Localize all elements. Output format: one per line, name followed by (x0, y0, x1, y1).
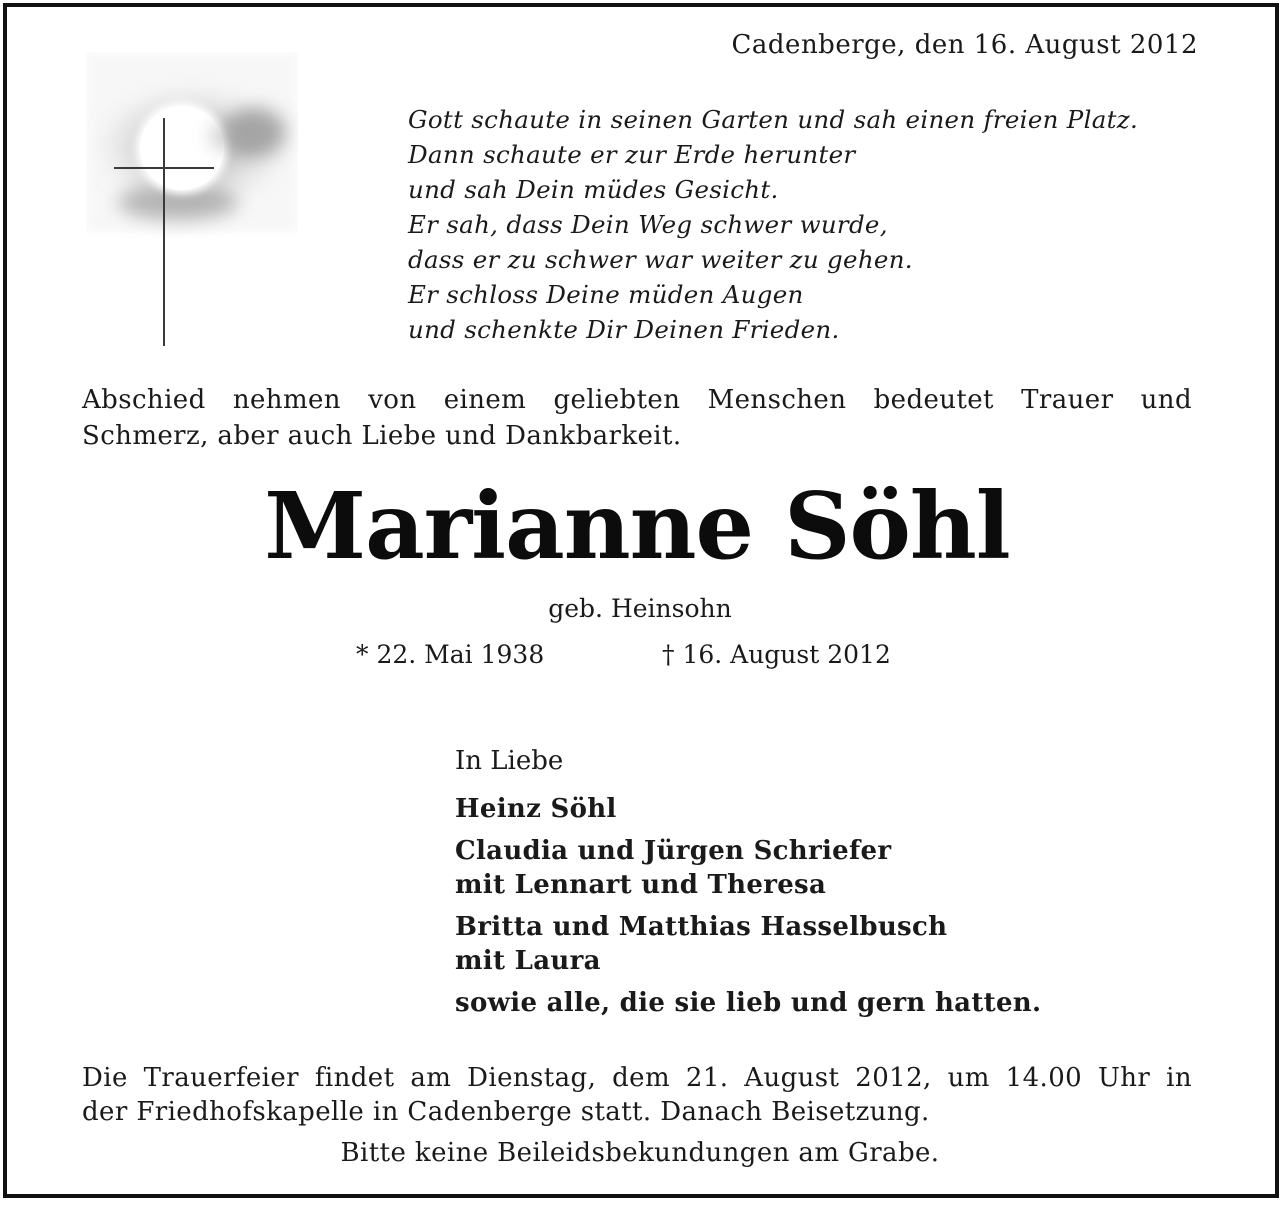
mourner-line: mit Laura (455, 946, 601, 976)
mourner-group (455, 986, 1041, 1020)
poem-line: und schenkte Dir Deinen Frieden. (408, 315, 840, 344)
birth-date: * 22. Mai 1938 (356, 640, 545, 669)
maiden-name: geb. Heinsohn (548, 594, 732, 623)
place-date: Cadenberge, den 16. August 2012 (731, 30, 1198, 60)
mourners-heading: In Liebe (455, 746, 564, 776)
poem (408, 102, 1138, 347)
mourner-group (455, 834, 1041, 902)
ceremony-line: der Friedhofskapelle in Cadenberge statt. Danach Beisetzung. (82, 1097, 930, 1127)
poem-line: Gott schaute in seinen Garten und sah einen freien Platz. (408, 105, 1139, 134)
mourner-line: sowie alle, die sie lieb und gern hatten. (455, 988, 1042, 1018)
deceased-name: Marianne Söhl (264, 472, 1010, 580)
intro-line: Abschied nehmen von einem geliebten Menschen bedeutet Trauer und (82, 385, 1192, 415)
poem-line: Er schloss Deine müden Augen (408, 280, 804, 309)
mourners-list (455, 744, 1041, 1028)
poem-line: dass er zu schwer war weiter zu gehen. (408, 245, 913, 274)
mourner-group (455, 910, 1041, 978)
cross-with-moon-icon (86, 52, 298, 348)
ceremony-line: Die Trauerfeier findet am Dienstag, dem 21. August 2012, um 14.00 Uhr in (82, 1063, 1192, 1093)
mourner-group (455, 792, 1041, 826)
poem-line: Dann schaute er zur Erde herunter (408, 140, 856, 169)
poem-line: und sah Dein müdes Gesicht. (408, 175, 779, 204)
mourner-line: mit Lennart und Theresa (455, 870, 827, 900)
intro-text (82, 382, 1192, 454)
intro-line: Schmerz, aber auch Liebe und Dankbarkeit. (82, 421, 682, 451)
mourner-line: Claudia und Jürgen Schriefer (455, 836, 892, 866)
poem-line: Er sah, dass Dein Weg schwer wurde, (408, 210, 888, 239)
ceremony-info (82, 1061, 1192, 1129)
mourner-line: Britta und Matthias Hasselbusch (455, 912, 948, 942)
condolence-request: Bitte keine Beileidsbekundungen am Grabe. (340, 1138, 940, 1168)
death-date: † 16. August 2012 (662, 640, 891, 669)
mourner-line: Heinz Söhl (455, 794, 617, 824)
